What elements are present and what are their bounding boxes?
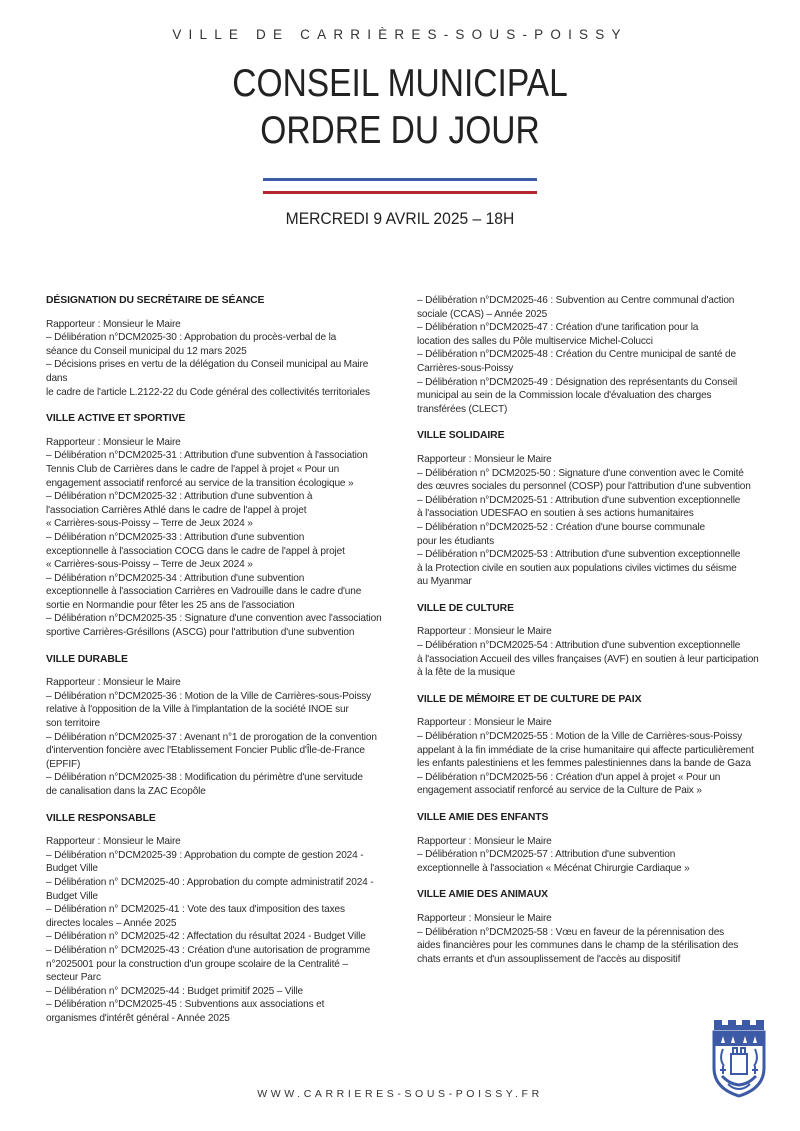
agenda-line: – Délibération n° DCM2025-41 : Vote des taux d'imposition des taxes: [46, 904, 345, 916]
section-title: VILLE DE MÉMOIRE ET DE CULTURE DE PAIX: [417, 693, 642, 705]
agenda-line: son territoire: [46, 718, 100, 730]
agenda-line: – Délibération n° DCM2025-42 : Affectation du résultat 2024 - Budget Ville: [46, 931, 366, 943]
agenda-line: Rapporteur : Monsieur le Maire: [417, 717, 552, 729]
agenda-line: – Délibération n°DCM2025-55 : Motion de la Ville de Carrières-sous-Poissy: [417, 731, 743, 743]
agenda-line: Rapporteur : Monsieur le Maire: [46, 836, 181, 848]
agenda-section: [417, 811, 762, 875]
agenda-line: secteur Parc: [46, 972, 101, 984]
agenda-section: [417, 294, 762, 416]
agenda-line: – Délibération n°DCM2025-56 : Création d'un appel à projet « Pour un: [417, 771, 721, 783]
agenda-line: sortie en Normandie pour fêter les 25 ans de l'association: [46, 599, 295, 611]
left-column: [46, 294, 392, 1039]
agenda-line: Rapporteur : Monsieur le Maire: [417, 626, 552, 638]
agenda-section: [46, 294, 392, 399]
agenda-line: les enfants palestiniens et les femmes palestiniennes dans la bande de Gaza: [417, 758, 751, 770]
agenda-line: à la Protection civile en soutien aux populations civiles victimes du séisme: [417, 562, 737, 574]
flag-stripe-blue: [263, 178, 537, 181]
agenda-line: sociale (CCAS) – Année 2025: [417, 308, 548, 320]
agenda-line: Budget Ville: [46, 863, 98, 875]
agenda-line: Budget Ville: [46, 890, 98, 902]
section-title: VILLE DE CULTURE: [417, 602, 514, 614]
title-line-1: CONSEIL MUNICIPAL: [232, 62, 568, 105]
agenda-section: [46, 653, 392, 799]
agenda-line: sportive Carrières-Grésillons (ASCG) pour l'attribution d'une subvention: [46, 627, 355, 639]
agenda-line: pour les étudiants: [417, 535, 494, 547]
agenda-line: – Délibération n°DCM2025-46 : Subvention au Centre communal d'action: [417, 295, 735, 306]
agenda-line: – Délibération n°DCM2025-32 : Attribution d'une subvention à: [46, 491, 313, 503]
flag-stripe-red: [263, 191, 537, 194]
agenda-line: exceptionnelle à l'association « Mécénat Chirurgie Cardiaque »: [417, 862, 690, 874]
agenda-line: chats errants et d'un assouplissement de l'accès au dispositif: [417, 953, 681, 965]
agenda-line: séance du Conseil municipal du 12 mars 2025: [46, 345, 247, 357]
agenda-line: de canalisation dans la ZAC Ecopôle: [46, 786, 206, 797]
agenda-line: – Délibération n°DCM2025-31 : Attribution d'une subvention à l'association: [46, 450, 368, 462]
section-title: VILLE DURABLE: [46, 653, 128, 665]
agenda-line: relative à l'opposition de la Ville à l'implantation de la société INOE sur: [46, 704, 349, 716]
agenda-line: – Délibération n°DCM2025-54 : Attribution d'une subvention exceptionnelle: [417, 640, 741, 652]
meeting-date: MERCREDI 9 AVRIL 2025 – 18H: [285, 209, 515, 228]
agenda-line: – Délibération n°DCM2025-52 : Création d'une bourse communale: [417, 521, 706, 533]
agenda-line: – Délibération n° DCM2025-43 : Création d'une autorisation de programme: [46, 944, 371, 956]
footer-website[interactable]: WWW.CARRIERES-SOUS-POISSY.FR: [257, 1088, 543, 1100]
agenda-line: municipal au sein de la Commission locale d'évaluation des charges: [417, 390, 712, 402]
agenda-line: au Myanmar: [417, 576, 472, 588]
agenda-section: [417, 888, 762, 966]
agenda-line: – Délibération n°DCM2025-57 : Attribution d'une subvention: [417, 849, 676, 861]
agenda-line: – Délibération n°DCM2025-35 : Signature d'une convention avec l'association: [46, 613, 382, 625]
section-title: VILLE AMIE DES ANIMAUX: [417, 889, 548, 901]
city-name: VILLE DE CARRIÈRES-SOUS-POISSY: [172, 27, 628, 42]
section-title: VILLE ACTIVE ET SPORTIVE: [46, 413, 186, 425]
right-column: [417, 294, 762, 979]
agenda-line: – Délibération n°DCM2025-39 : Approbation du compte de gestion 2024 -: [46, 849, 364, 861]
agenda-line: – Délibération n°DCM2025-30 : Approbation du procès-verbal de la: [46, 332, 337, 344]
agenda-line: aides financières pour les communes dans le champ de la stérilisation des: [417, 940, 739, 952]
agenda-line: des œuvres sociales du personnel (COSP) pour l'attribution d'une subvention: [417, 481, 751, 493]
agenda-line: à la fête de la musique: [417, 667, 516, 679]
agenda-line: – Délibération n°DCM2025-49 : Désignation des représentants du Conseil: [417, 376, 738, 388]
agenda-line: à l'association Accueil des villes françaises (AVF) en soutien à leur participation: [417, 653, 759, 665]
agenda-line: – Délibération n°DCM2025-34 : Attribution d'une subvention: [46, 572, 305, 584]
agenda-line: transférées (CLECT): [417, 403, 508, 415]
agenda-line: Tennis Club de Carrières dans le cadre de l'appel à projet « Pour un: [46, 463, 340, 475]
agenda-line: exceptionnelle à l'association Carrières en Vadrouille dans le cadre d'une: [46, 586, 362, 598]
agenda-line: « Carrières-sous-Poissy – Terre de Jeux 2024 »: [46, 518, 253, 530]
agenda-line: Rapporteur : Monsieur le Maire: [46, 436, 181, 448]
agenda-line: – Délibération n°DCM2025-38 : Modification du périmètre d'une servitude: [46, 772, 363, 784]
agenda-section: [417, 693, 762, 798]
agenda-line: – Délibération n°DCM2025-48 : Création du Centre municipal de santé de: [417, 349, 736, 361]
agenda-line: – Délibération n°DCM2025-33 : Attribution d'une subvention: [46, 531, 305, 543]
agenda-line: – Délibération n°DCM2025-58 : Vœu en faveur de la pérennisation des: [417, 926, 725, 938]
agenda-line: directes locales – Année 2025: [46, 917, 177, 929]
agenda-line: n°2025001 pour la construction d'un groupe scolaire de la Centralité –: [46, 958, 348, 970]
agenda-line: l'association Carrières Athlé dans le cadre de l'appel à projet: [46, 504, 307, 516]
agenda-line: Rapporteur : Monsieur le Maire: [417, 453, 552, 465]
agenda-line: – Délibération n° DCM2025-50 : Signature d'une convention avec le Comité: [417, 467, 744, 479]
agenda-line: Rapporteur : Monsieur le Maire: [46, 677, 181, 689]
agenda-section: [46, 812, 392, 1026]
agenda-line: engagement associatif renforcé au service de la Culture de Paix »: [417, 785, 702, 797]
agenda-line: Rapporteur : Monsieur le Maire: [417, 835, 552, 847]
page-title: [56, 60, 744, 154]
agenda-line: Rapporteur : Monsieur le Maire: [417, 912, 552, 924]
agenda-line: organismes d'intérêt général - Année 2025: [46, 1012, 230, 1024]
agenda-section: [417, 602, 762, 680]
agenda-line: – Délibération n°DCM2025-47 : Création d'une tarification pour la: [417, 322, 699, 334]
agenda-section: [46, 412, 392, 640]
agenda-line: à l'association UDESFAO en soutien à ses actions humanitaires: [417, 508, 694, 520]
agenda-line: Carrières-sous-Poissy: [417, 362, 514, 374]
agenda-line: – Délibération n°DCM2025-53 : Attribution d'une subvention exceptionnelle: [417, 549, 741, 561]
agenda-line: « Carrières-sous-Poissy – Terre de Jeux 2024 »: [46, 559, 253, 571]
agenda-line: – Délibération n° DCM2025-44 : Budget primitif 2025 – Ville: [46, 985, 304, 997]
agenda-line: exceptionnelle à l'association COCG dans le cadre de l'appel à projet: [46, 545, 345, 557]
agenda-line: – Délibération n°DCM2025-37 : Avenant n°1 de prorogation de la convention: [46, 731, 377, 743]
section-title: VILLE RESPONSABLE: [46, 812, 156, 824]
agenda-section: [417, 429, 762, 589]
agenda-line: – Délibération n° DCM2025-40 : Approbation du compte administratif 2024 -: [46, 876, 374, 888]
agenda-line: – Délibération n°DCM2025-36 : Motion de la Ville de Carrières-sous-Poissy: [46, 690, 372, 702]
agenda-line: location des salles du Pôle multiservice Michel-Colucci: [417, 335, 653, 347]
city-coat-of-arms-icon: [710, 1016, 768, 1098]
agenda-line: appelant à la fin immédiate de la crise humanitaire qui affecte particulièrement: [417, 744, 754, 756]
agenda-line: – Délibération n°DCM2025-51 : Attribution d'une subvention exceptionnelle: [417, 494, 741, 506]
agenda-line: – Décisions prises en vertu de la délégation du Conseil municipal au Maire dans: [46, 359, 369, 384]
section-title: VILLE AMIE DES ENFANTS: [417, 812, 549, 823]
agenda-line: le cadre de l'article L.2122-22 du Code général des collectivités territoriales: [46, 386, 370, 398]
section-title: VILLE SOLIDAIRE: [417, 430, 505, 442]
section-title: DÉSIGNATION DU SECRÉTAIRE DE SÉANCE: [46, 295, 265, 306]
agenda-line: engagement associatif renforcé au service de la transition écologique »: [46, 477, 354, 489]
agenda-line: – Délibération n°DCM2025-45 : Subventions aux associations et: [46, 999, 325, 1011]
title-line-2: ORDRE DU JOUR: [260, 109, 540, 152]
agenda-line: Rapporteur : Monsieur le Maire: [46, 318, 181, 330]
agenda-line: d'intervention foncière avec l'Etablissement Foncier Public d'Île-de-France (EPFIF): [46, 745, 365, 770]
